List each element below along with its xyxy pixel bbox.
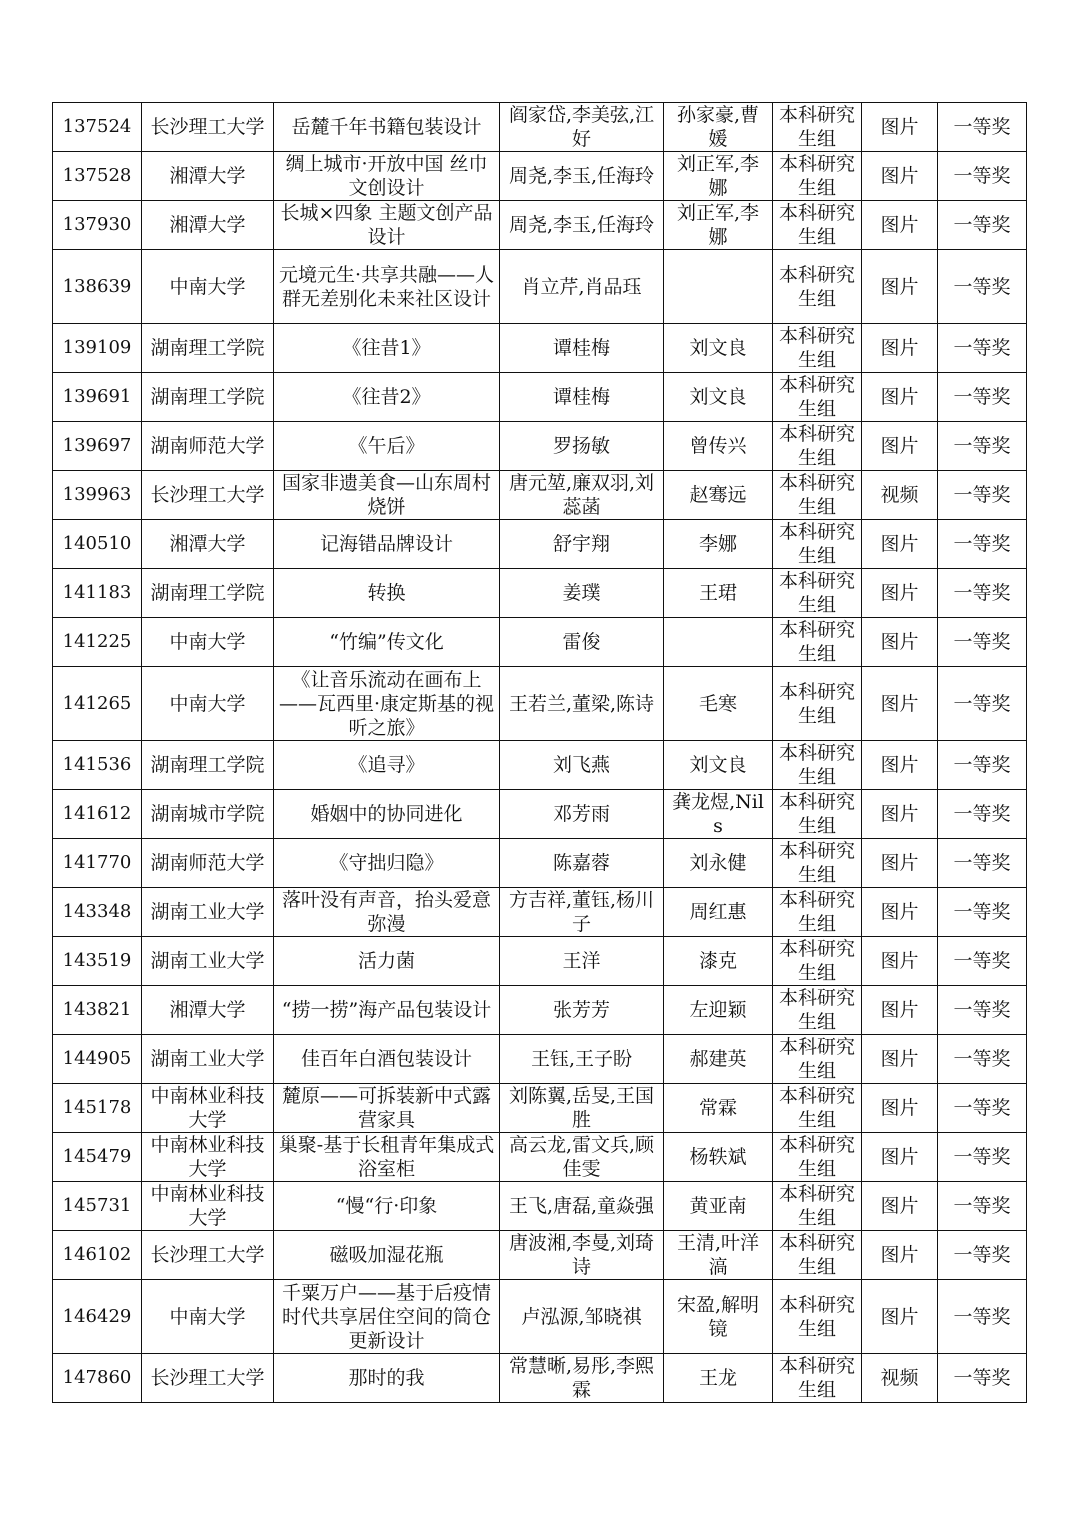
entry-id-cell: 141225 <box>53 618 142 667</box>
work-title-cell: 《往昔2》 <box>274 373 500 422</box>
entry-id-cell: 139963 <box>53 471 142 520</box>
entry-id-cell: 144905 <box>53 1035 142 1084</box>
advisor-cell: 刘永健 <box>664 839 773 888</box>
entry-id-cell: 141536 <box>53 741 142 790</box>
table-row <box>53 888 1027 937</box>
school-cell: 湖南理工学院 <box>142 324 274 373</box>
work-type-cell: 图片 <box>862 324 938 373</box>
authors-cell: 谭桂梅 <box>500 324 664 373</box>
work-title-cell: 记海错品牌设计 <box>274 520 500 569</box>
advisor-cell: 刘文良 <box>664 324 773 373</box>
table-row <box>53 569 1027 618</box>
authors-cell: 唐波湘,李曼,刘琦诗 <box>500 1231 664 1280</box>
award-cell: 一等奖 <box>938 1182 1027 1231</box>
school-cell: 中南大学 <box>142 1280 274 1354</box>
table-row <box>53 471 1027 520</box>
authors-cell: 周尧,李玉,任海玲 <box>500 152 664 201</box>
advisor-cell: 刘文良 <box>664 741 773 790</box>
work-type-cell: 图片 <box>862 1182 938 1231</box>
group-cell: 本科研究生组 <box>773 1084 862 1133</box>
group-cell: 本科研究生组 <box>773 520 862 569</box>
work-title-cell: 《往昔1》 <box>274 324 500 373</box>
authors-cell: 罗扬敏 <box>500 422 664 471</box>
table-row <box>53 790 1027 839</box>
advisor-cell: 李娜 <box>664 520 773 569</box>
advisor-cell: 杨轶斌 <box>664 1133 773 1182</box>
work-type-cell: 图片 <box>862 201 938 250</box>
authors-cell: 王钰,王子盼 <box>500 1035 664 1084</box>
school-cell: 中南林业科技大学 <box>142 1133 274 1182</box>
advisor-cell: 郝建英 <box>664 1035 773 1084</box>
advisor-cell: 毛寒 <box>664 667 773 741</box>
award-cell: 一等奖 <box>938 569 1027 618</box>
group-cell: 本科研究生组 <box>773 937 862 986</box>
work-type-cell: 图片 <box>862 1084 938 1133</box>
table-row <box>53 618 1027 667</box>
authors-cell: 舒宇翔 <box>500 520 664 569</box>
work-title-cell: 岳麓千年书籍包装设计 <box>274 103 500 152</box>
entry-id-cell: 139109 <box>53 324 142 373</box>
authors-cell: 刘飞燕 <box>500 741 664 790</box>
work-type-cell: 图片 <box>862 520 938 569</box>
table-row <box>53 201 1027 250</box>
group-cell: 本科研究生组 <box>773 1354 862 1403</box>
school-cell: 湘潭大学 <box>142 201 274 250</box>
award-cell: 一等奖 <box>938 250 1027 324</box>
work-type-cell: 图片 <box>862 569 938 618</box>
authors-cell: 谭桂梅 <box>500 373 664 422</box>
advisor-cell: 刘正军,李娜 <box>664 152 773 201</box>
advisor-cell: 黄亚南 <box>664 1182 773 1231</box>
work-type-cell: 图片 <box>862 790 938 839</box>
work-title-cell: 元境元生·共享共融——人群无差别化未来社区设计 <box>274 250 500 324</box>
school-cell: 中南大学 <box>142 250 274 324</box>
entry-id-cell: 141265 <box>53 667 142 741</box>
table-row <box>53 1231 1027 1280</box>
advisor-cell: 刘正军,李娜 <box>664 201 773 250</box>
award-cell: 一等奖 <box>938 888 1027 937</box>
entry-id-cell: 146102 <box>53 1231 142 1280</box>
award-cell: 一等奖 <box>938 152 1027 201</box>
table-row <box>53 667 1027 741</box>
work-title-cell: “捞一捞”海产品包装设计 <box>274 986 500 1035</box>
award-cell: 一等奖 <box>938 1084 1027 1133</box>
advisor-cell: 曾传兴 <box>664 422 773 471</box>
award-cell: 一等奖 <box>938 790 1027 839</box>
entry-id-cell: 145178 <box>53 1084 142 1133</box>
work-type-cell: 图片 <box>862 1280 938 1354</box>
work-type-cell: 图片 <box>862 839 938 888</box>
table-row <box>53 1133 1027 1182</box>
entry-id-cell: 143821 <box>53 986 142 1035</box>
authors-cell: 肖立芹,肖品珏 <box>500 250 664 324</box>
advisor-cell: 王清,叶洋滈 <box>664 1231 773 1280</box>
table-row <box>53 1084 1027 1133</box>
award-table-body <box>53 103 1027 1403</box>
award-cell: 一等奖 <box>938 520 1027 569</box>
entry-id-cell: 137930 <box>53 201 142 250</box>
work-type-cell: 图片 <box>862 373 938 422</box>
authors-cell: 邓芳雨 <box>500 790 664 839</box>
entry-id-cell: 137528 <box>53 152 142 201</box>
group-cell: 本科研究生组 <box>773 888 862 937</box>
work-title-cell: 绸上城市·开放中国 丝巾文创设计 <box>274 152 500 201</box>
award-cell: 一等奖 <box>938 373 1027 422</box>
authors-cell: 姜璞 <box>500 569 664 618</box>
school-cell: 湖南师范大学 <box>142 839 274 888</box>
table-row <box>53 324 1027 373</box>
entry-id-cell: 145731 <box>53 1182 142 1231</box>
authors-cell: 高云龙,雷文兵,顾佳雯 <box>500 1133 664 1182</box>
work-type-cell: 图片 <box>862 937 938 986</box>
work-title-cell: 国家非遗美食—山东周村烧饼 <box>274 471 500 520</box>
advisor-cell: 左迎颖 <box>664 986 773 1035</box>
advisor-cell: 赵骞远 <box>664 471 773 520</box>
table-row <box>53 986 1027 1035</box>
award-cell: 一等奖 <box>938 1035 1027 1084</box>
authors-cell: 陈嘉蓉 <box>500 839 664 888</box>
group-cell: 本科研究生组 <box>773 1231 862 1280</box>
authors-cell: 阎家岱,李美弦,江好 <box>500 103 664 152</box>
table-row <box>53 250 1027 324</box>
group-cell: 本科研究生组 <box>773 201 862 250</box>
award-cell: 一等奖 <box>938 618 1027 667</box>
group-cell: 本科研究生组 <box>773 471 862 520</box>
entry-id-cell: 139697 <box>53 422 142 471</box>
entry-id-cell: 146429 <box>53 1280 142 1354</box>
work-title-cell: 婚姻中的协同进化 <box>274 790 500 839</box>
entry-id-cell: 143348 <box>53 888 142 937</box>
award-table <box>52 102 1027 1403</box>
table-row <box>53 520 1027 569</box>
table-row <box>53 1182 1027 1231</box>
advisor-cell <box>664 250 773 324</box>
group-cell: 本科研究生组 <box>773 373 862 422</box>
work-type-cell: 图片 <box>862 888 938 937</box>
work-title-cell: 转换 <box>274 569 500 618</box>
award-cell: 一等奖 <box>938 201 1027 250</box>
work-type-cell: 图片 <box>862 986 938 1035</box>
group-cell: 本科研究生组 <box>773 250 862 324</box>
entry-id-cell: 143519 <box>53 937 142 986</box>
school-cell: 长沙理工大学 <box>142 471 274 520</box>
work-type-cell: 视频 <box>862 1354 938 1403</box>
award-cell: 一等奖 <box>938 324 1027 373</box>
work-title-cell: 长城×四象 主题文创产品设计 <box>274 201 500 250</box>
school-cell: 湖南师范大学 <box>142 422 274 471</box>
work-type-cell: 图片 <box>862 1133 938 1182</box>
entry-id-cell: 147860 <box>53 1354 142 1403</box>
entry-id-cell: 141183 <box>53 569 142 618</box>
entry-id-cell: 138639 <box>53 250 142 324</box>
entry-id-cell: 141770 <box>53 839 142 888</box>
authors-cell: 王洋 <box>500 937 664 986</box>
work-type-cell: 图片 <box>862 422 938 471</box>
table-row <box>53 103 1027 152</box>
group-cell: 本科研究生组 <box>773 324 862 373</box>
work-type-cell: 图片 <box>862 1231 938 1280</box>
group-cell: 本科研究生组 <box>773 1035 862 1084</box>
group-cell: 本科研究生组 <box>773 618 862 667</box>
award-cell: 一等奖 <box>938 741 1027 790</box>
school-cell: 长沙理工大学 <box>142 1354 274 1403</box>
work-title-cell: 落叶没有声音，抬头爱意弥漫 <box>274 888 500 937</box>
entry-id-cell: 145479 <box>53 1133 142 1182</box>
school-cell: 湖南理工学院 <box>142 569 274 618</box>
table-row <box>53 422 1027 471</box>
work-title-cell: “慢“行·印象 <box>274 1182 500 1231</box>
table-row <box>53 1035 1027 1084</box>
advisor-cell: 王珺 <box>664 569 773 618</box>
group-cell: 本科研究生组 <box>773 1280 862 1354</box>
award-cell: 一等奖 <box>938 103 1027 152</box>
award-cell: 一等奖 <box>938 1133 1027 1182</box>
school-cell: 湖南工业大学 <box>142 1035 274 1084</box>
school-cell: 长沙理工大学 <box>142 103 274 152</box>
entry-id-cell: 139691 <box>53 373 142 422</box>
work-title-cell: 《追寻》 <box>274 741 500 790</box>
award-cell: 一等奖 <box>938 986 1027 1035</box>
school-cell: 湘潭大学 <box>142 152 274 201</box>
school-cell: 中南大学 <box>142 618 274 667</box>
advisor-cell: 常霖 <box>664 1084 773 1133</box>
entry-id-cell: 137524 <box>53 103 142 152</box>
entry-id-cell: 140510 <box>53 520 142 569</box>
work-title-cell: “竹编”传文化 <box>274 618 500 667</box>
work-type-cell: 图片 <box>862 667 938 741</box>
work-type-cell: 视频 <box>862 471 938 520</box>
work-title-cell: 《让音乐流动在画布上——瓦西里·康定斯基的视听之旅》 <box>274 667 500 741</box>
work-title-cell: 活力菌 <box>274 937 500 986</box>
group-cell: 本科研究生组 <box>773 790 862 839</box>
authors-cell: 周尧,李玉,任海玲 <box>500 201 664 250</box>
authors-cell: 王飞,唐磊,童焱强 <box>500 1182 664 1231</box>
work-title-cell: 巢聚-基于长租青年集成式浴室柜 <box>274 1133 500 1182</box>
table-row <box>53 937 1027 986</box>
authors-cell: 王若兰,董梁,陈诗 <box>500 667 664 741</box>
school-cell: 中南大学 <box>142 667 274 741</box>
work-title-cell: 磁吸加湿花瓶 <box>274 1231 500 1280</box>
group-cell: 本科研究生组 <box>773 152 862 201</box>
table-row <box>53 741 1027 790</box>
work-title-cell: 麓原——可拆装新中式露营家具 <box>274 1084 500 1133</box>
authors-cell: 方吉祥,董钰,杨川子 <box>500 888 664 937</box>
work-title-cell: 《午后》 <box>274 422 500 471</box>
award-cell: 一等奖 <box>938 937 1027 986</box>
award-cell: 一等奖 <box>938 667 1027 741</box>
authors-cell: 张芳芳 <box>500 986 664 1035</box>
group-cell: 本科研究生组 <box>773 1182 862 1231</box>
work-type-cell: 图片 <box>862 1035 938 1084</box>
group-cell: 本科研究生组 <box>773 103 862 152</box>
school-cell: 中南林业科技大学 <box>142 1084 274 1133</box>
advisor-cell: 漆克 <box>664 937 773 986</box>
group-cell: 本科研究生组 <box>773 422 862 471</box>
school-cell: 湖南理工学院 <box>142 373 274 422</box>
work-title-cell: 千粟万户——基于后疫情时代共享居住空间的筒仓更新设计 <box>274 1280 500 1354</box>
work-type-cell: 图片 <box>862 618 938 667</box>
advisor-cell: 孙家豪,曹媛 <box>664 103 773 152</box>
advisor-cell: 王龙 <box>664 1354 773 1403</box>
table-row <box>53 1354 1027 1403</box>
work-title-cell: 佳百年白酒包装设计 <box>274 1035 500 1084</box>
award-cell: 一等奖 <box>938 1280 1027 1354</box>
group-cell: 本科研究生组 <box>773 1133 862 1182</box>
table-row <box>53 1280 1027 1354</box>
authors-cell: 卢泓源,邹晓祺 <box>500 1280 664 1354</box>
advisor-cell: 周红惠 <box>664 888 773 937</box>
award-cell: 一等奖 <box>938 471 1027 520</box>
advisor-cell: 龚龙煜,Nils <box>664 790 773 839</box>
award-cell: 一等奖 <box>938 839 1027 888</box>
school-cell: 湖南理工学院 <box>142 741 274 790</box>
school-cell: 湘潭大学 <box>142 520 274 569</box>
award-cell: 一等奖 <box>938 1354 1027 1403</box>
school-cell: 中南林业科技大学 <box>142 1182 274 1231</box>
work-title-cell: 《守拙归隐》 <box>274 839 500 888</box>
school-cell: 长沙理工大学 <box>142 1231 274 1280</box>
entry-id-cell: 141612 <box>53 790 142 839</box>
authors-cell: 唐元堃,廉双羽,刘蕊菡 <box>500 471 664 520</box>
work-type-cell: 图片 <box>862 741 938 790</box>
school-cell: 湖南工业大学 <box>142 888 274 937</box>
group-cell: 本科研究生组 <box>773 839 862 888</box>
advisor-cell <box>664 618 773 667</box>
authors-cell: 常慧晰,易彤,李熙霖 <box>500 1354 664 1403</box>
advisor-cell: 刘文良 <box>664 373 773 422</box>
group-cell: 本科研究生组 <box>773 986 862 1035</box>
work-type-cell: 图片 <box>862 103 938 152</box>
table-row <box>53 373 1027 422</box>
table-row <box>53 152 1027 201</box>
group-cell: 本科研究生组 <box>773 741 862 790</box>
table-row <box>53 839 1027 888</box>
school-cell: 湖南工业大学 <box>142 937 274 986</box>
school-cell: 湘潭大学 <box>142 986 274 1035</box>
work-type-cell: 图片 <box>862 250 938 324</box>
authors-cell: 刘陈翼,岳旻,王国胜 <box>500 1084 664 1133</box>
work-title-cell: 那时的我 <box>274 1354 500 1403</box>
group-cell: 本科研究生组 <box>773 569 862 618</box>
work-type-cell: 图片 <box>862 152 938 201</box>
authors-cell: 雷俊 <box>500 618 664 667</box>
advisor-cell: 宋盈,解明镜 <box>664 1280 773 1354</box>
award-cell: 一等奖 <box>938 422 1027 471</box>
award-cell: 一等奖 <box>938 1231 1027 1280</box>
group-cell: 本科研究生组 <box>773 667 862 741</box>
school-cell: 湖南城市学院 <box>142 790 274 839</box>
